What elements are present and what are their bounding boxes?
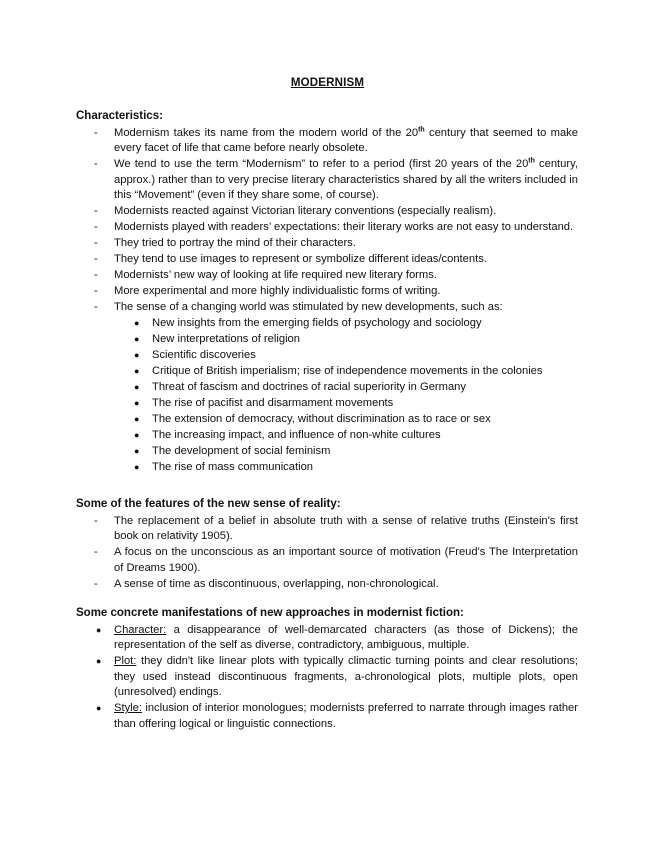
list-item: ● The rise of pacifist and disarmament movements: [76, 396, 578, 412]
fiction-heading: Some concrete manifestations of new approaches in modernist fiction:: [76, 607, 464, 619]
dash-marker: -: [94, 253, 98, 265]
list-item: - More experimental and more highly individualistic forms of writing.: [76, 284, 578, 300]
fiction-list: [76, 623, 578, 733]
reality-list: [76, 514, 578, 593]
list-item: ● Scientific discoveries: [76, 348, 578, 364]
list-item: ● The development of social feminism: [76, 444, 578, 460]
list-item: ● New insights from the emerging fields of psychology and sociology: [76, 316, 578, 332]
bullet-marker: ●: [134, 382, 140, 392]
dash-marker: -: [94, 514, 98, 527]
style-label: Style:: [114, 702, 142, 714]
list-item: ● Character: a disappearance of well-demarcated characters (as those of Dickens); the representation of the self as diverse, contradictory, ambiguous, multiple.: [96, 623, 578, 651]
list-item: - The replacement of a belief in absolute truth with a sense of relative truths (Einstein's first book on relativity 1905).: [94, 514, 578, 542]
list-item: - A sense of time as discontinuous, overlapping, non-chronological.: [76, 577, 578, 593]
characteristics-list: [76, 126, 578, 316]
list-item: - Modernists played with readers’ expectations: their literary works are not easy to understand.: [76, 220, 578, 236]
dash-marker: -: [94, 285, 98, 297]
list-item: - Modernists reacted against Victorian literary conventions (especially realism).: [76, 204, 578, 220]
list-item: ● Plot: they didn't like linear plots with typically climactic turning points and clear resolutions; they used instead discontinuous fragments, a-chronological plots, multiple plots, open (unresolved) endings.: [96, 655, 578, 698]
list-item: - The sense of a changing world was stimulated by new developments, such as:: [76, 300, 578, 316]
bullet-marker: ●: [96, 656, 102, 666]
list-item: ● Critique of British imperialism; rise of independence movements in the colonies: [76, 364, 578, 380]
list-item: - A focus on the unconscious as an important source of motivation (Freud's The Interpretation of Dreams 1900).: [94, 546, 578, 574]
dash-marker: -: [94, 237, 98, 249]
bullet-marker: ●: [96, 624, 102, 635]
bullet-marker: ●: [134, 366, 140, 376]
character-label: Character:: [114, 623, 167, 636]
bullet-marker: ●: [134, 446, 140, 456]
bullet-marker: ●: [134, 398, 140, 408]
dash-marker: -: [94, 126, 98, 139]
list-item: ● The extension of democracy, without discrimination as to race or sex: [76, 412, 578, 428]
list-item: - They tend to use images to represent or symbolize different ideas/contents.: [76, 252, 578, 268]
fiction-section: [76, 606, 578, 733]
list-item: ● New interpretations of religion: [76, 332, 578, 348]
characteristics-section: [76, 109, 578, 476]
developments-list: [76, 316, 578, 476]
list-item: - They tried to portray the mind of their characters.: [76, 236, 578, 252]
dash-marker: -: [94, 205, 98, 217]
plot-label: Plot:: [114, 655, 137, 667]
dash-marker: -: [94, 546, 98, 558]
dash-marker: -: [94, 158, 98, 170]
list-item: ● Style: inclusion of interior monologues; modernists preferred to narrate through images rather than offering logical or linguistic connections.: [96, 702, 578, 730]
dash-marker: -: [94, 269, 98, 281]
list-item: ● The rise of mass communication: [76, 460, 578, 476]
dash-marker: -: [94, 221, 98, 233]
reality-section: [76, 497, 578, 593]
bullet-marker: ●: [134, 318, 140, 328]
dash-marker: -: [94, 301, 98, 313]
dash-marker: -: [94, 577, 98, 590]
bullet-marker: ●: [96, 703, 102, 713]
page-title: MODERNISM: [290, 77, 365, 89]
list-item: ● The increasing impact, and influence of non-white cultures: [76, 428, 578, 444]
bullet-marker: ●: [134, 430, 140, 440]
bullet-marker: ●: [134, 350, 140, 360]
list-item: - Modernism takes its name from the modern world of the 20th century that seemed to make every facet of life that came before nearly obsolete.: [94, 125, 578, 154]
list-item: - Modernists’ new way of looking at life required new literary forms.: [76, 268, 578, 284]
reality-heading: Some of the features of the new sense of reality:: [76, 498, 341, 510]
list-item: ● Threat of fascism and doctrines of racial superiority in Germany: [76, 380, 578, 396]
list-item: - We tend to use the term “Modernism” to refer to a period (first 20 years of the 20th century, approx.) rather than to very precise literary characteristics shared by all the writers included in this “Movement” (even if they share some, of course).: [94, 157, 578, 201]
bullet-marker: ●: [134, 334, 140, 344]
characteristics-heading: Characteristics:: [76, 110, 163, 122]
bullet-marker: ●: [134, 462, 140, 472]
bullet-marker: ●: [134, 414, 140, 424]
